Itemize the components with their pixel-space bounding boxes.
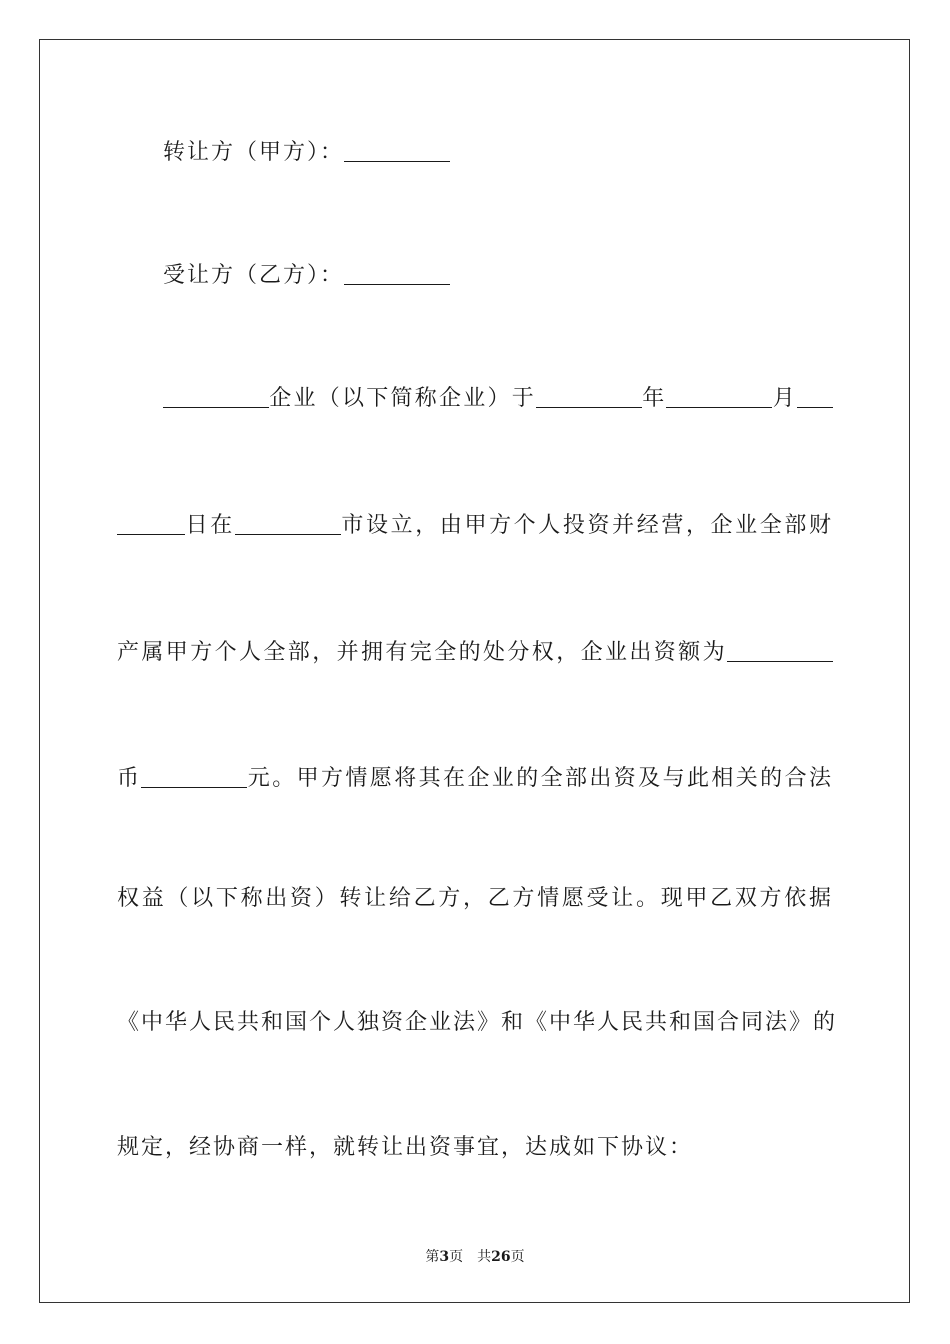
paragraph-line-4 bbox=[117, 762, 833, 794]
page-suffix: 页 bbox=[449, 1249, 464, 1265]
paragraph-text-1a: 企业（以下简称企业）于 bbox=[269, 386, 536, 411]
paragraph-text-4a: 币 bbox=[117, 766, 142, 791]
total-pages: 26 bbox=[491, 1249, 511, 1265]
transferor-label: 转让方（甲方）： bbox=[163, 140, 345, 165]
paragraph-text-1b: 年 bbox=[641, 386, 667, 411]
page-footer bbox=[0, 1248, 950, 1266]
transferee-label: 受让方（乙方）： bbox=[163, 263, 345, 288]
paragraph-line-6 bbox=[117, 1008, 838, 1038]
transferee-blank bbox=[344, 262, 450, 285]
paragraph-line-5 bbox=[117, 884, 833, 914]
paragraph-text-5: 权益（以下称出资）转让给乙方，乙方情愿受让。现甲乙双方依据 bbox=[117, 886, 833, 911]
year-blank bbox=[536, 385, 642, 408]
total-prefix: 共 bbox=[477, 1249, 492, 1265]
total-suffix: 页 bbox=[510, 1249, 525, 1265]
page-border bbox=[39, 39, 910, 1303]
month-blank bbox=[666, 385, 772, 408]
paragraph-text-6: 《中华人民共和国个人独资企业法》和《中华人民共和国合同法》的 bbox=[117, 1010, 838, 1035]
paragraph-text-7: 规定，经协商一样，就转让出资事宜，达成如下协议： bbox=[117, 1135, 694, 1160]
paragraph-text-3: 产属甲方个人全部，并拥有完全的处分权，企业出资额为 bbox=[117, 640, 727, 665]
paragraph-line-7 bbox=[117, 1133, 833, 1163]
paragraph-text-2a: 日在 bbox=[185, 513, 235, 538]
paragraph-line-3 bbox=[117, 636, 833, 668]
transferor-blank bbox=[344, 139, 450, 162]
enterprise-name-blank bbox=[163, 385, 269, 408]
capital-currency-blank bbox=[727, 639, 833, 662]
day-blank-start bbox=[797, 385, 833, 408]
paragraph-text-1c: 月 bbox=[772, 386, 797, 411]
city-blank bbox=[235, 512, 341, 535]
paragraph-line-1 bbox=[163, 382, 833, 414]
transferor-line bbox=[163, 136, 879, 168]
day-blank-end bbox=[117, 512, 185, 535]
capital-amount-blank bbox=[141, 765, 247, 788]
paragraph-text-2b: 市设立，由甲方个人投资并经营，企业全部财 bbox=[340, 513, 833, 538]
transferee-line bbox=[163, 259, 879, 291]
paragraph-text-4b: 元。甲方情愿将其在企业的全部出资及与此相关的合法 bbox=[247, 766, 833, 791]
page-prefix: 第 bbox=[425, 1249, 440, 1265]
page-number: 3 bbox=[439, 1249, 450, 1265]
paragraph-line-2 bbox=[117, 509, 833, 541]
